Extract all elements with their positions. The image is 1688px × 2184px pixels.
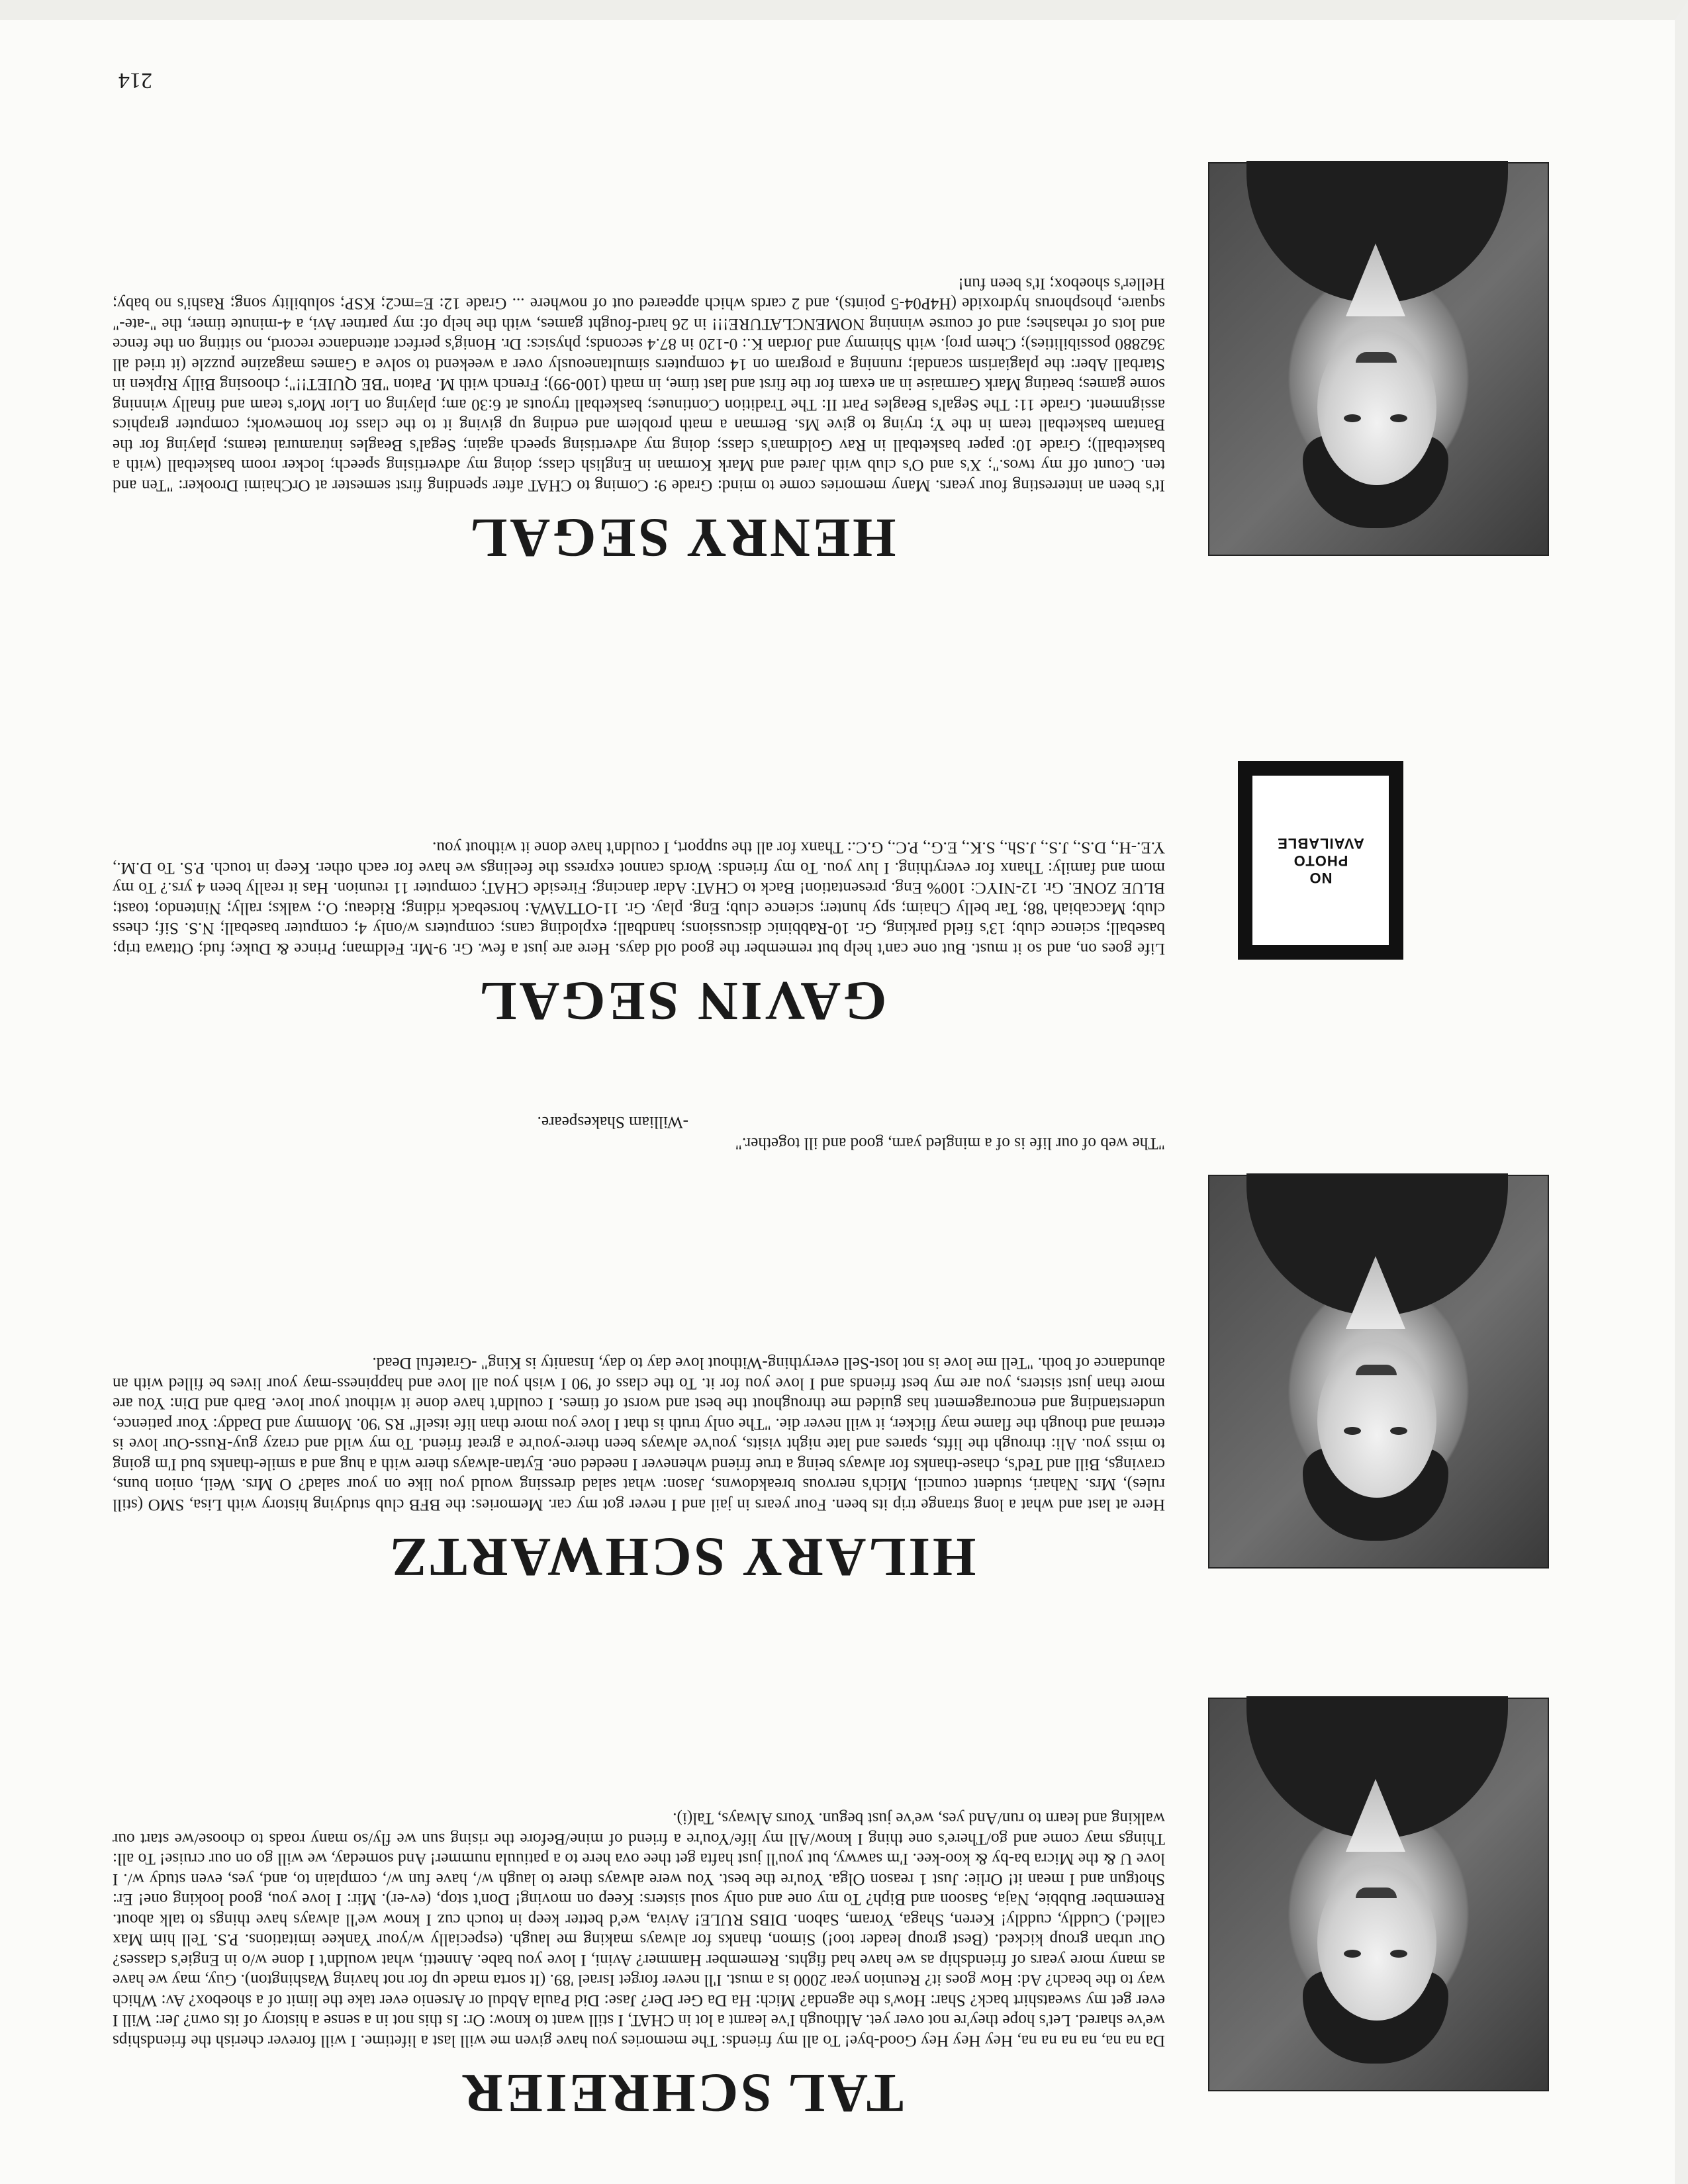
no-photo-line: NO	[1309, 870, 1333, 886]
student-name: HILARY SCHWARTZ	[387, 1526, 976, 1588]
student-photo	[1208, 162, 1549, 556]
no-photo-line: AVAILABLE	[1277, 835, 1364, 852]
student-entry-henry-segal	[0, 106, 1688, 569]
student-bio: Here at last and what a long strange trip its been. Four years in jail and I never got my car. Memories: the BFB club studying history with Lisa, SMO (still rules), Mrs. Nahari, student council, Mich's nervous breakdowns, Jason: what salad dressing would you like on your salad? O Mrs. Weil, onion buns, cravings, Bill and Ted's, chase-thanks for always being a true friend whenever I needed one. Eytan-always there with a hug and a smile-thanks bud I'm going to miss you. Ali: through the lifts, spares and late night visits, you've always been there-you're a great friend. To my wild and crazy guy-Russ-Our love is eternal and though the flame may flicker, it will never die. "The only truth is that I love you more than life itself" RS '90. Mommy and Daddy: Your patience, understanding and encouragement has guided me throughout the best and worst of times. I couldn't have done it without your love. Barb and Din: You are more than just sisters, you are my best friends and I love you for it. To the class of '90 I wish you all love and happiness-may your lives be filled with an abundance of both. "Tell me love is not lost-Sell everything-Without love day to day, Insanity is King" -Grateful Dead.	[113, 1354, 1165, 1514]
no-photo-placeholder	[1238, 761, 1403, 960]
student-name: TAL SCHREIER	[460, 2062, 904, 2124]
student-photo	[1208, 1698, 1549, 2091]
student-name: HENRY SEGAL	[467, 507, 896, 569]
student-entry-hilary-schwartz	[0, 1112, 1688, 1588]
page-number: 214	[118, 68, 152, 93]
no-photo-line: PHOTO	[1293, 852, 1348, 869]
student-entry-gavin-segal	[0, 702, 1688, 1032]
student-photo	[1208, 1175, 1549, 1569]
student-name: GAVIN SEGAL	[477, 970, 887, 1032]
student-bio: Da na na, na na na na, Hey Hey Hey Good-bye! To all my friends: The memories you have given me will last a lifetime. I will forever cherish the friendships we've shared. Let's hope they're not over yet. Although I've learnt a lot in CHAT, I still want to know: Or: Is this not in a sense a history of its own? Jer: Will I ever get my sweatshirt back? Shar: How's the agenda? Mich: Ha Da Ger Der? Jase: Did Paula Abdul or Arsenio ever take the limit of a shoebox? Av: Which way to the beach? Ad: How goes it? Reunion year 2000 is a must. I'll never forget Israel '89. (It sorta made up for not having Washington). Guy, may we have as many more years of friendship as we have had fights. Remember Hammer? Avini, I love you babe. Annetti, what wouldn't I done w/o in Engie's classes? Our urban group kicked. (Best group leader too!) Simon, thanks for always making me laugh. (especially w/your Yankee imitations. P.S. Tell him Max called.) Cuddly, cuddly! Keren, Shaga, Yoram, Sabon. DIBS RULE! Aviva, we'd better keep in touch cuz I know we'll always have things to talk about. Remember Bubbie, Naja, Sasoon and Biph? To my one and only soul sisters: Keep on moving! Don't stop, (ev-er). Mir: I love you, good looking one! Er: Shotgun and I mean it! Orlie: Just 1 reason Olga. You're the best. You were always there to laugh w/, have fun w/, complain to, and, yes, even study w/. I love U & the Micra ba-by & koo-kee. I'm sawwy, but you'll just hafta get thee ova here to a patiuula nummer! And someday, we will go on our cruise! To all: Things may come and go/There's one thing I know/All my life/You're a friend of mine/Before the rising sun we fly/so many roads to choose/we start our walking and learn to run/And yes, we've just begun. Yours Always, Tal(i).	[113, 1809, 1165, 2050]
student-bio: It's been an interesting four years. Many memories come to mind: Grade 9: Coming to CHAT after spending first semester at OrChaimi Drooker: "Ten and ten. Count off my twos."; X's and O's club with Jared and Mark Korman in English class; doing my advertising speech; locker room basketball (with a basketball); Grade 10: paper basketball in Rav Goldman's class; doing my advertising speech again; Segal's Beagles intramural teams; playing for the Bantam basketball team in the Y; trying to give Ms. Berman a math problem and ending up giving it to the class for homework; computer graphics assignment. Grade 11: The Segal's Beagles Part II: The Tradition Continues; basketball tryouts at 6:30 am; playing on Lior Mor's team and finally winning some games; beating Mark Garmaise in an exam for the first and last time, in math (100-99); French with M. Paton "BE QUIET!!"; choosing Billy Ripken in Starball Aber: the plagiarism scandal; running a program on 14 computers simultaneously over a weekend to solve a Games magazine puzzle (it tried all 362880 possibilities); Chem proj. with Shimmy and Jordan K.: 0-120 in 87.4 seconds; physics: Dr. Honig's perfect attendance record, no sitting on the fence and lots of rehashes; and of course winning NOMENCLATURE!!! in 26 hard-fought games, with the help of: my partner Avi, a 4-minute timer, the "-ate-" square, phosphorus hydroxide (H4P04-5 points), and 2 cards which appeared out of nowhere ... Grade 12: E=mc2; KSP; solubility song; Rashi's no baby; Heller's shoebox; It's been fun!	[113, 275, 1165, 494]
student-entry-tal-schreier	[0, 1648, 1688, 2124]
student-quote: "The web of our life is of a mingled yarn, good and ill together."	[735, 1134, 1165, 1152]
student-bio: Life goes on, and so it must. But one can't help but remember the good old days. Here are just a few. Gr. 9-Mr. Feldman; Prince & Duke; fud; Ottawa trip; baseball; science club; 13's field parking, Gr. 10-Rabbinic discussions; handball; exploding cans; computers w/only 4; computer baseball; N.S. Sif; chess club; Maccabiah '88; Tar belly Chaim; spy hunter; science club; Eng. play. Gr. 11-OTTAWA: horseback riding; Rideau; O.; walks; rally; Nintendo; toast; BLUE ZONE. Gr. 12-NIYC: 100% Eng. presentation! Back to CHAT: Adar dancing; Fireside CHAT; computer 11 reunion. Has it really been 4 yrs.? To my mom and family: Thanx for everything. I luv you. To my friends: Words cannot express the feelings we have for each other. Keep in touch. P.S. To D.M., Y.E.-H., D.S., J.S., J.Sh., S.K., E.G., P.C., G.C.: Thanx for all the support, I couldn't have done it without you.	[113, 839, 1165, 958]
quote-attribution: -William Shakespeare.	[537, 1113, 688, 1131]
